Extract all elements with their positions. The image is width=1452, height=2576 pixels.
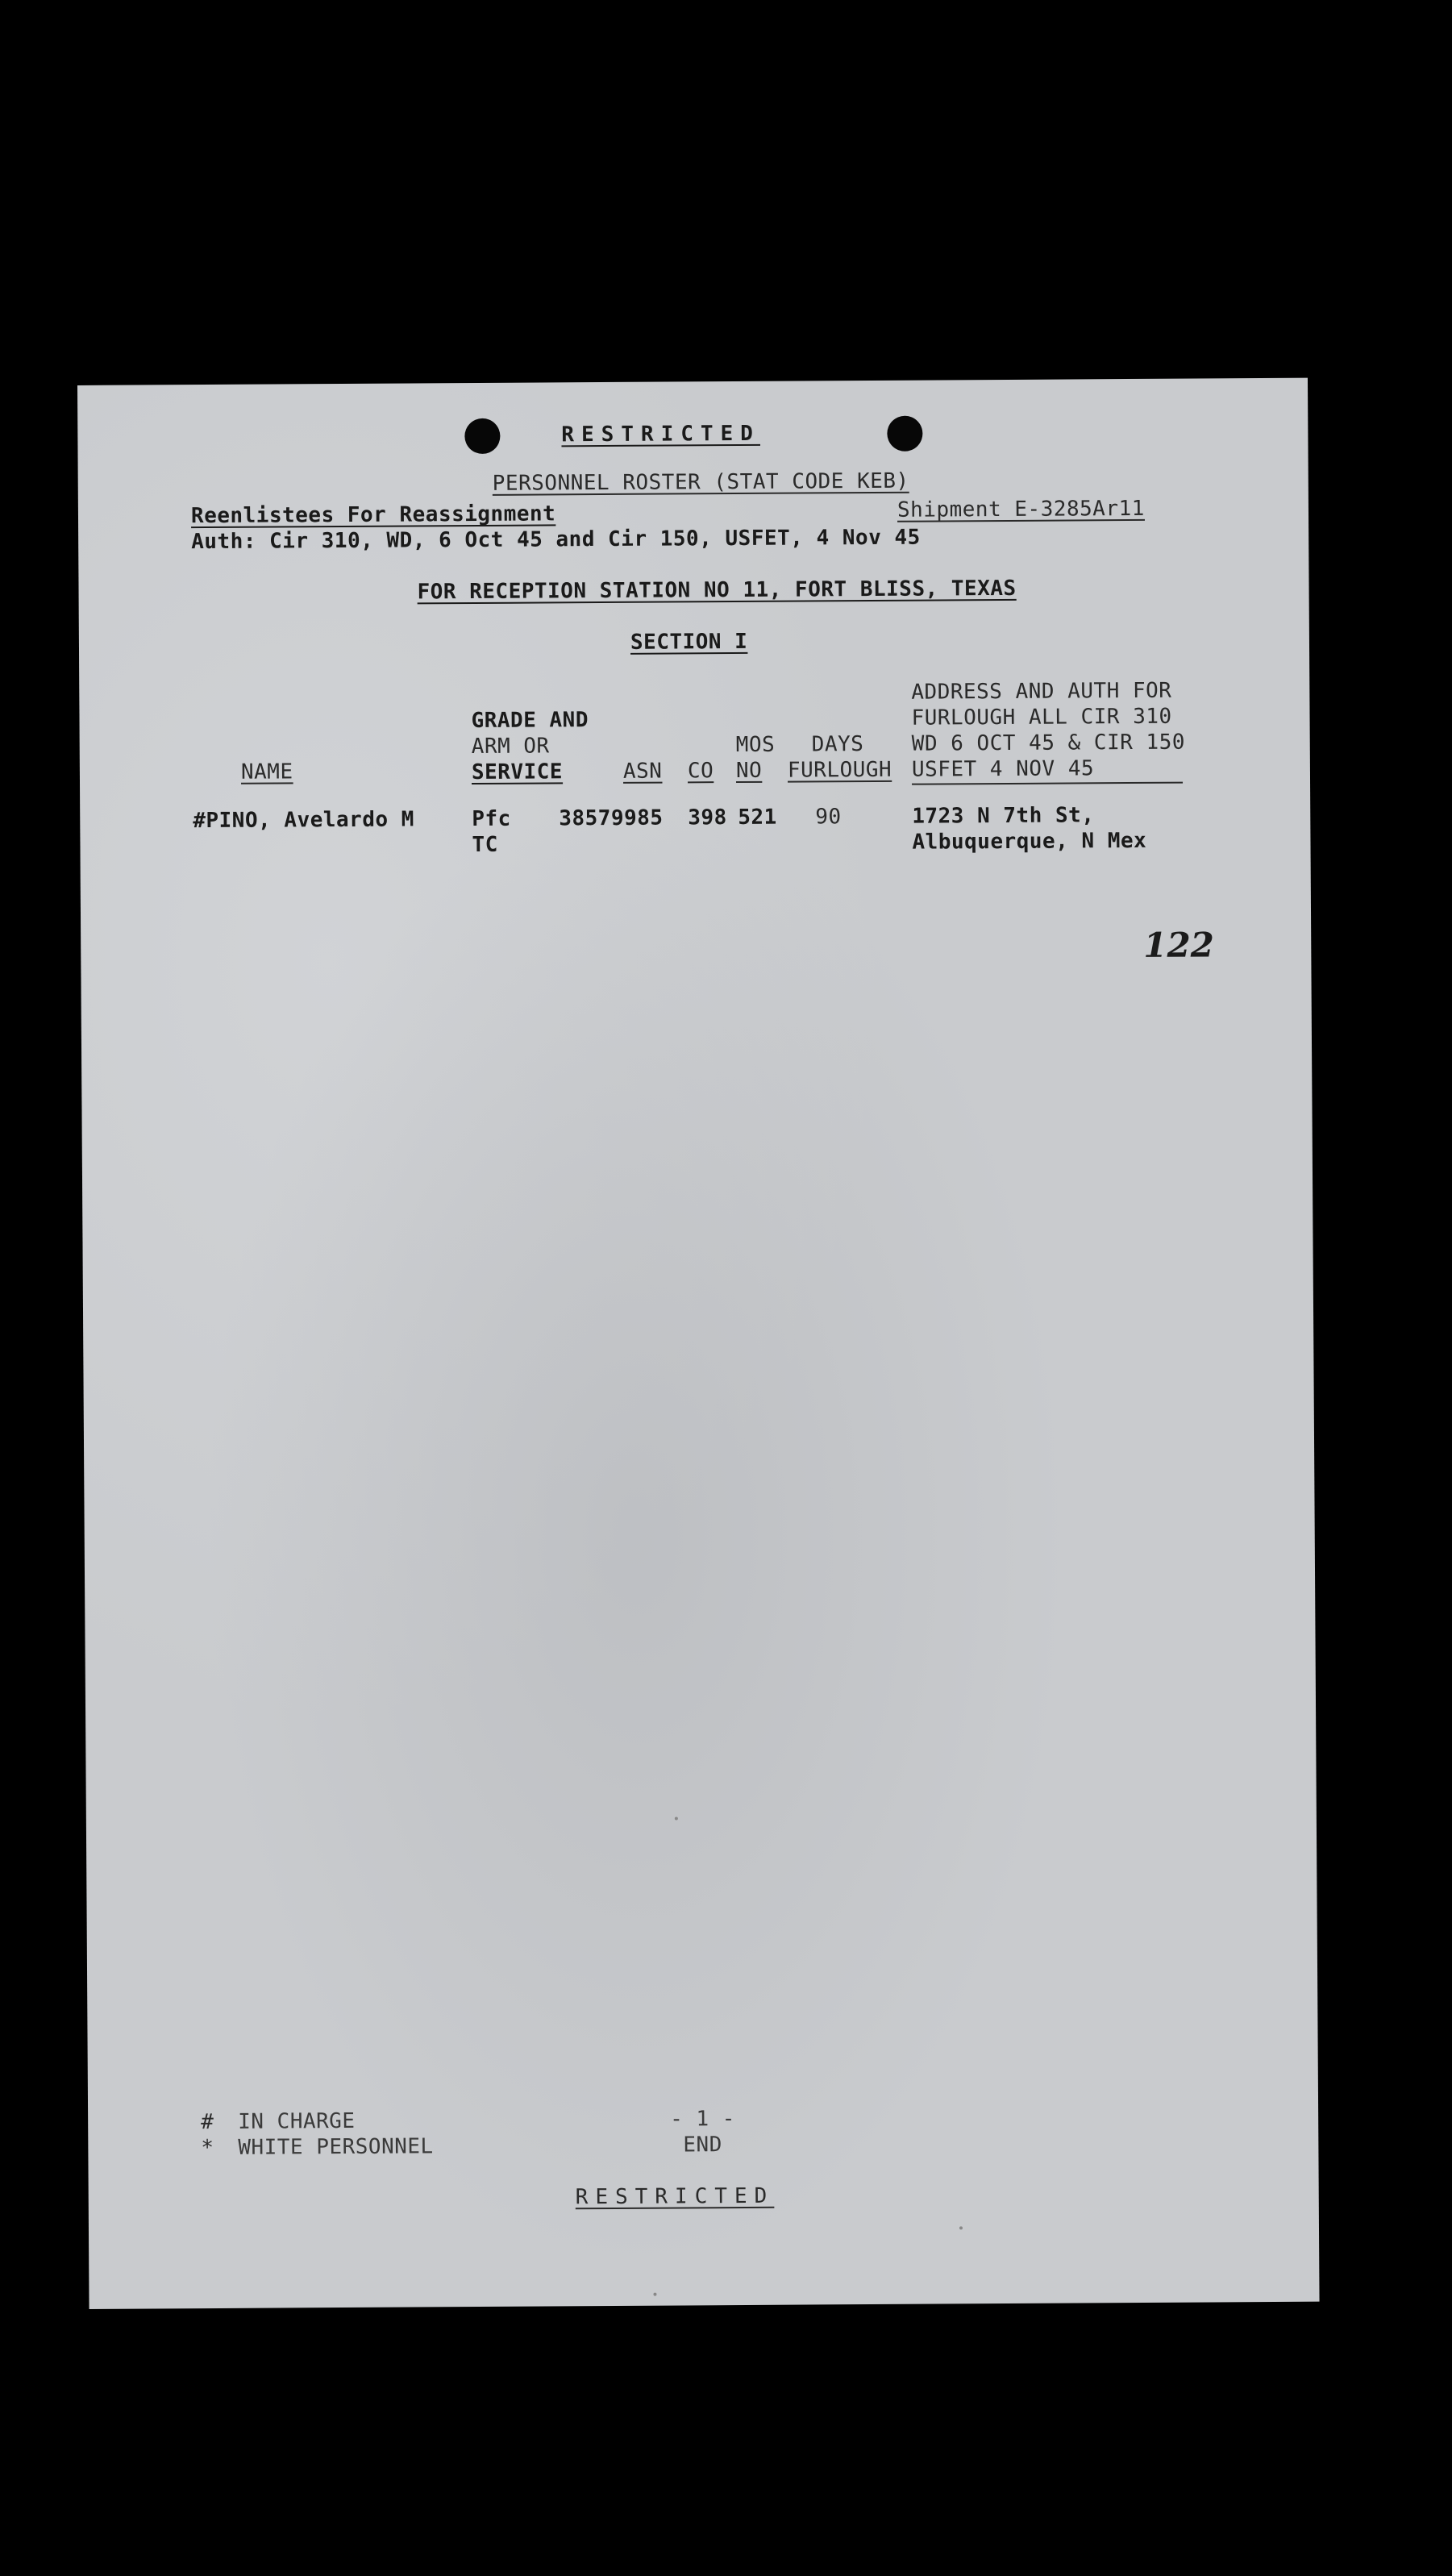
end-marker: END	[683, 2133, 722, 2158]
header-address-line4: USFET 4 NOV 45	[911, 756, 1095, 782]
reenlistees-line: Reenlistees For Reassignment	[190, 501, 556, 529]
row-asn: 38579985	[559, 805, 664, 831]
header-grade-line1: GRADE AND	[471, 708, 589, 734]
header-mos-line2: NO	[735, 758, 763, 784]
paper-speck	[653, 2293, 656, 2296]
row-name: #PINO, Avelardo M	[193, 807, 414, 834]
destination-line: FOR RECEPTION STATION NO 11, FORT BLISS, TEXAS	[417, 576, 1017, 605]
legend-symbol-in-charge: #	[201, 2110, 214, 2135]
header-address-line3: WD 6 OCT 45 & CIR 150	[911, 730, 1186, 756]
header-co: CO	[687, 759, 714, 784]
header-mos-line1: MOS	[735, 732, 776, 758]
punch-hole-left	[464, 418, 500, 454]
row-mos: 521	[738, 805, 777, 830]
row-address-line2: Albuquerque, N Mex	[912, 828, 1147, 855]
header-days-line2: FURLOUGH	[787, 757, 892, 783]
shipment-number: Shipment E-3285Ar11	[897, 496, 1145, 522]
header-address-line1: ADDRESS AND AUTH FOR	[911, 678, 1172, 705]
legend-symbol-white-personnel: *	[201, 2136, 214, 2161]
page-stamp-number: 122	[1143, 925, 1215, 965]
legend-white-personnel: WHITE PERSONNEL	[238, 2134, 434, 2160]
authority-line: Auth: Cir 310, WD, 6 Oct 45 and Cir 150, USFET, 4 Nov 45	[191, 525, 921, 555]
classification-top: RESTRICTED	[561, 421, 761, 447]
row-grade: Pfc	[472, 806, 511, 832]
header-grade-line2: ARM OR	[471, 734, 550, 759]
row-days: 90	[815, 805, 842, 830]
row-co: 398	[688, 805, 727, 830]
paper-speck	[959, 2226, 963, 2229]
row-address-line1: 1723 N 7th St,	[912, 803, 1095, 829]
classification-bottom: RESTRICTED	[575, 2183, 775, 2210]
header-address-line2: FURLOUGH ALL CIR 310	[911, 704, 1172, 730]
header-address-rule	[912, 782, 1183, 785]
page-number: - 1 -	[670, 2107, 736, 2132]
roster-title: PERSONNEL ROSTER (STAT CODE KEB)	[492, 468, 909, 496]
paper-speck	[675, 1817, 678, 1820]
legend-in-charge: IN CHARGE	[238, 2108, 356, 2134]
header-asn: ASN	[622, 759, 663, 784]
row-service: TC	[472, 832, 498, 858]
header-name: NAME	[240, 759, 293, 784]
section-heading: SECTION I	[630, 629, 748, 655]
header-days-line1: DAYS	[811, 732, 864, 757]
document-sheet	[77, 378, 1320, 2309]
punch-hole-right	[887, 416, 922, 452]
header-grade-line3: SERVICE	[471, 759, 564, 785]
